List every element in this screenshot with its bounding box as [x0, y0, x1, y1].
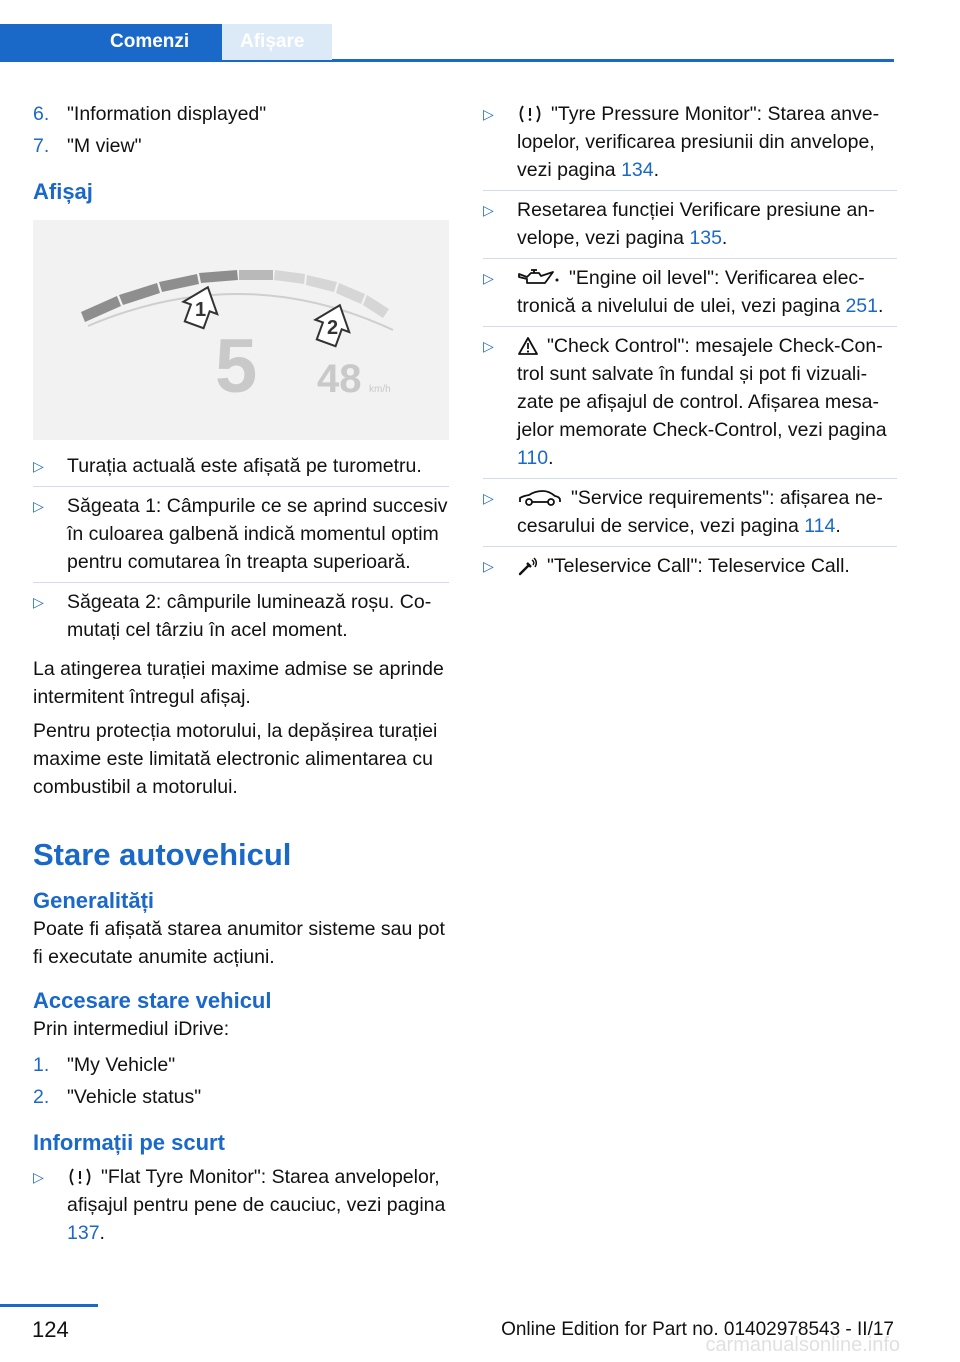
- edition-note: Online Edition for Part no. 01402978543 - II/17: [501, 1319, 894, 1340]
- tachometer-illustration: [33, 220, 449, 440]
- list-item: [33, 452, 449, 487]
- list-item: [483, 332, 897, 479]
- tab-afisare[interactable]: Afișare: [222, 24, 332, 60]
- item-text: "M view": [67, 135, 142, 157]
- list-item: [33, 1051, 449, 1079]
- paragraph: Pentru protecția motorului, la depășirea turației maxime este limitată electronic alimentarea cu combustibil a motorului.: [33, 720, 438, 798]
- arrow-1-label: 1: [195, 299, 207, 321]
- triangle-bullet-icon: ▷: [33, 594, 44, 610]
- list-item: [33, 1083, 449, 1111]
- tab-comenzi[interactable]: Comenzi: [0, 24, 222, 60]
- tyre-warning-icon: [67, 1167, 93, 1187]
- triangle-bullet-icon: ▷: [483, 202, 494, 218]
- triangle-bullet-icon: ▷: [483, 558, 494, 574]
- item-text: Turația actuală este afișată pe turometru.: [67, 455, 422, 477]
- item-text: Săgeata 2: câmpurile luminează roșu. Comutați cel târziu în acel moment.: [67, 591, 432, 641]
- tachometer-figure: [33, 220, 449, 440]
- afisaj-heading: Afișaj: [33, 179, 93, 204]
- item-text: "Engine oil level": Verificarea electronică a nivelului de ulei, vezi pagina: [517, 267, 865, 317]
- info-heading: Informații pe scurt: [33, 1130, 225, 1155]
- wrench-signal-icon: [517, 556, 539, 576]
- item-number: 1.: [33, 1054, 50, 1076]
- list-item: [483, 196, 897, 259]
- page-link[interactable]: 251: [845, 295, 878, 317]
- list-item: [33, 492, 449, 583]
- car-service-icon: [517, 488, 563, 508]
- triangle-bullet-icon: ▷: [33, 498, 44, 514]
- list-item: [33, 132, 449, 160]
- list-item: [33, 100, 449, 128]
- speed-value: 48: [317, 357, 362, 401]
- list-item: [33, 588, 449, 650]
- item-text: "Service requirements": afișarea necesarului de service, vezi pagina: [517, 487, 883, 537]
- list-item: [483, 264, 897, 327]
- left-column: [33, 100, 449, 1258]
- item-text: "Flat Tyre Monitor": Starea anvelopelor, afișajul pentru pene de cauciuc, vezi pagina: [67, 1166, 446, 1216]
- triangle-bullet-icon: ▷: [483, 490, 494, 506]
- oil-can-icon: [517, 268, 561, 288]
- speed-unit: km/h: [369, 384, 391, 395]
- paragraph: Prin intermediul iDrive:: [33, 1018, 230, 1040]
- header-tabs: [0, 24, 894, 62]
- access-heading: Accesare stare vehicul: [33, 988, 272, 1013]
- item-text: "Check Control": mesajele Check-Control sunt salvate în fundal și pot fi vizualizate pe afișajul de control. Afișarea mesajelor memorate Check-Control, vezi pagina: [517, 335, 887, 441]
- item-text: "Information displayed": [67, 103, 267, 125]
- page-number: 124: [32, 1317, 69, 1342]
- arrow-2-label: 2: [327, 317, 339, 339]
- item-text: "My Vehicle": [67, 1054, 176, 1076]
- tyre-warning-icon: [517, 104, 543, 124]
- page-link[interactable]: 135: [689, 227, 722, 249]
- item-text-end: .: [721, 227, 728, 249]
- triangle-bullet-icon: ▷: [483, 338, 494, 354]
- page-link[interactable]: 134: [621, 159, 654, 181]
- paragraph: Poate fi afișată starea anumitor sisteme sau pot fi executate anumite acțiuni.: [33, 918, 445, 968]
- item-text-end: .: [653, 159, 660, 181]
- general-heading: Generalități: [33, 888, 155, 913]
- page-link[interactable]: 137: [67, 1222, 100, 1244]
- warning-triangle-icon: [517, 336, 539, 356]
- item-text: "Vehicle status": [67, 1086, 202, 1108]
- right-column: [483, 100, 897, 591]
- page-link[interactable]: 114: [804, 515, 836, 537]
- triangle-bullet-icon: ▷: [483, 270, 494, 286]
- list-item: [483, 552, 897, 586]
- gear-digit: 5: [215, 324, 258, 409]
- list-item: [483, 100, 897, 191]
- paragraph: La atingerea turației maxime admise se aprinde intermitent întregul afișaj.: [33, 658, 444, 708]
- section-title: Stare autovehicul: [33, 837, 292, 872]
- footer-rule: [0, 1304, 98, 1307]
- list-item: [33, 1163, 449, 1253]
- list-item: [483, 484, 897, 547]
- item-number: 6.: [33, 103, 50, 125]
- item-number: 7.: [33, 135, 50, 157]
- item-text: Resetarea funcției Verificare presiune anvelope, vezi pagina: [517, 199, 875, 249]
- triangle-bullet-icon: ▷: [33, 1169, 44, 1185]
- watermark: carmanualsonline.info: [705, 1334, 900, 1356]
- item-text: "Tyre Pressure Monitor": Starea anvelopelor, verificarea presiunii din anvelope, vezi pagina: [517, 103, 880, 181]
- triangle-bullet-icon: ▷: [33, 458, 44, 474]
- item-text-end: .: [99, 1222, 105, 1244]
- item-text-end: .: [835, 515, 841, 537]
- item-text: Săgeata 1: Câmpurile ce se aprind succesiv în culoarea galbenă indică momentul optim pentru comutarea în treapta superioară.: [67, 495, 448, 573]
- item-text: "Teleservice Call": Teleservice Call.: [547, 555, 850, 577]
- page-link[interactable]: 110: [517, 447, 549, 469]
- item-text-end: .: [878, 295, 884, 317]
- item-number: 2.: [33, 1086, 50, 1108]
- triangle-bullet-icon: ▷: [483, 106, 494, 122]
- item-text-end: .: [548, 447, 554, 469]
